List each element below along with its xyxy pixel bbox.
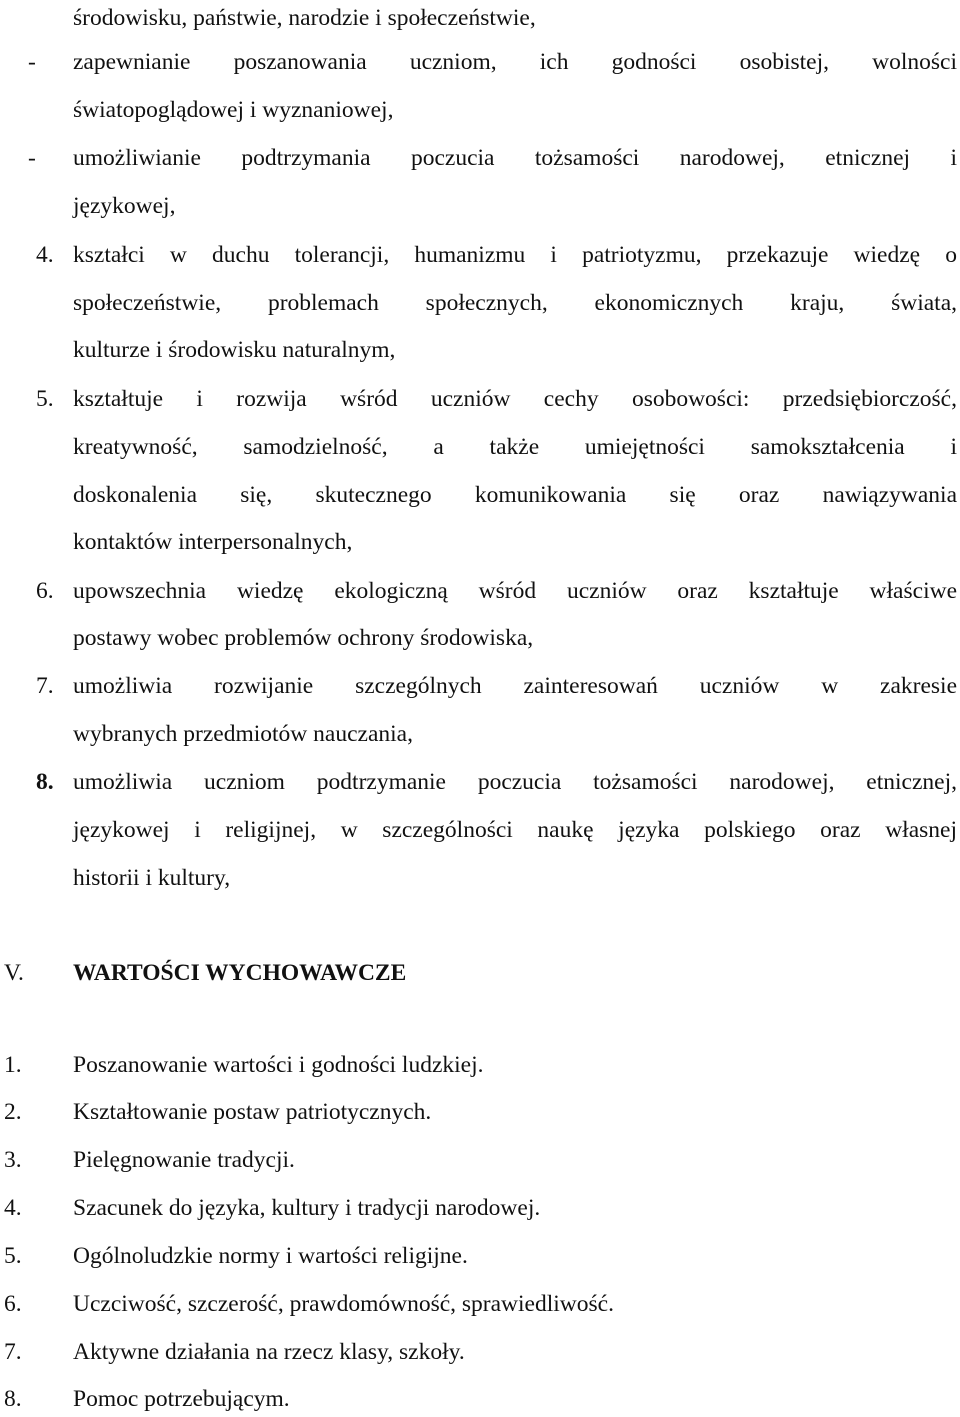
dash-item-line: zapewnianie poszanowania uczniom, ich godności osobistej, wolności	[73, 49, 957, 75]
list-item-line: kształci w duchu tolerancji, humanizmu i patriotyzmu, przekazuje wiedzę o	[73, 242, 957, 268]
values-list-item: Kształtowanie postaw patriotycznych.	[73, 1099, 432, 1125]
list-item-line: doskonalenia się, skutecznego komunikowania się oraz nawiązywania	[73, 482, 957, 508]
values-list-item: Poszanowanie wartości i godności ludzkiej.	[73, 1052, 484, 1078]
list-item-line: postawy wobec problemów ochrony środowiska,	[73, 625, 534, 651]
values-list-item: Aktywne działania na rzecz klasy, szkoły.	[73, 1339, 465, 1365]
values-list-number: 1.	[4, 1052, 22, 1078]
dash-item-line: światopoglądowej i wyznaniowej,	[73, 97, 394, 123]
list-item-line: umożliwia uczniom podtrzymanie poczucia tożsamości narodowej, etnicznej,	[73, 769, 957, 795]
list-item-line: kontaktów interpersonalnych,	[73, 529, 353, 555]
list-item-number: 6.	[36, 578, 54, 604]
list-item-number: 7.	[36, 673, 54, 699]
list-item-line: kształtuje i rozwija wśród uczniów cechy osobowości: przedsiębiorczość,	[73, 386, 957, 412]
values-list-number: 6.	[4, 1291, 22, 1317]
list-item-number: 4.	[36, 242, 54, 268]
values-list-item: Pomoc potrzebującym.	[73, 1386, 290, 1412]
list-item-line: językowej i religijnej, w szczególności naukę języka polskiego oraz własnej	[73, 817, 957, 843]
values-list-item: Ogólnoludzkie normy i wartości religijne.	[73, 1243, 468, 1269]
values-list-number: 2.	[4, 1099, 22, 1125]
list-item-number: 5.	[36, 386, 54, 412]
values-list-number: 5.	[4, 1243, 22, 1269]
values-list-number: 7.	[4, 1339, 22, 1365]
values-list-item: Szacunek do języka, kultury i tradycji narodowej.	[73, 1195, 541, 1221]
list-item-line: historii i kultury,	[73, 865, 231, 891]
list-item-line: upowszechnia wiedzę ekologiczną wśród uczniów oraz kształtuje właściwe	[73, 578, 957, 604]
section-title: WARTOŚCI WYCHOWAWCZE	[73, 960, 407, 986]
list-item-line: społeczeństwie, problemach społecznych, ekonomicznych kraju, świata,	[73, 290, 957, 316]
list-item-number: 8.	[36, 769, 54, 795]
list-item-line: umożliwia rozwijanie szczególnych zainteresowań uczniów w zakresie	[73, 673, 957, 699]
values-list-item: Uczciwość, szczerość, prawdomówność, sprawiedliwość.	[73, 1291, 614, 1317]
list-item-line: wybranych przedmiotów nauczania,	[73, 721, 413, 747]
list-item-line: kulturze i środowisku naturalnym,	[73, 337, 396, 363]
values-list-number: 4.	[4, 1195, 22, 1221]
dash-item-line: językowej,	[73, 193, 176, 219]
section-numeral: V.	[4, 960, 24, 986]
dash-marker: -	[28, 49, 36, 75]
paragraph-continuation: środowisku, państwie, narodzie i społeczeństwie,	[73, 5, 536, 31]
values-list-item: Pielęgnowanie tradycji.	[73, 1147, 295, 1173]
list-item-line: kreatywność, samodzielność, a także umiejętności samokształcenia i	[73, 434, 957, 460]
values-list-number: 8.	[4, 1386, 22, 1412]
values-list-number: 3.	[4, 1147, 22, 1173]
dash-item-line: umożliwianie podtrzymania poczucia tożsamości narodowej, etnicznej i	[73, 145, 957, 171]
dash-marker: -	[28, 145, 36, 171]
